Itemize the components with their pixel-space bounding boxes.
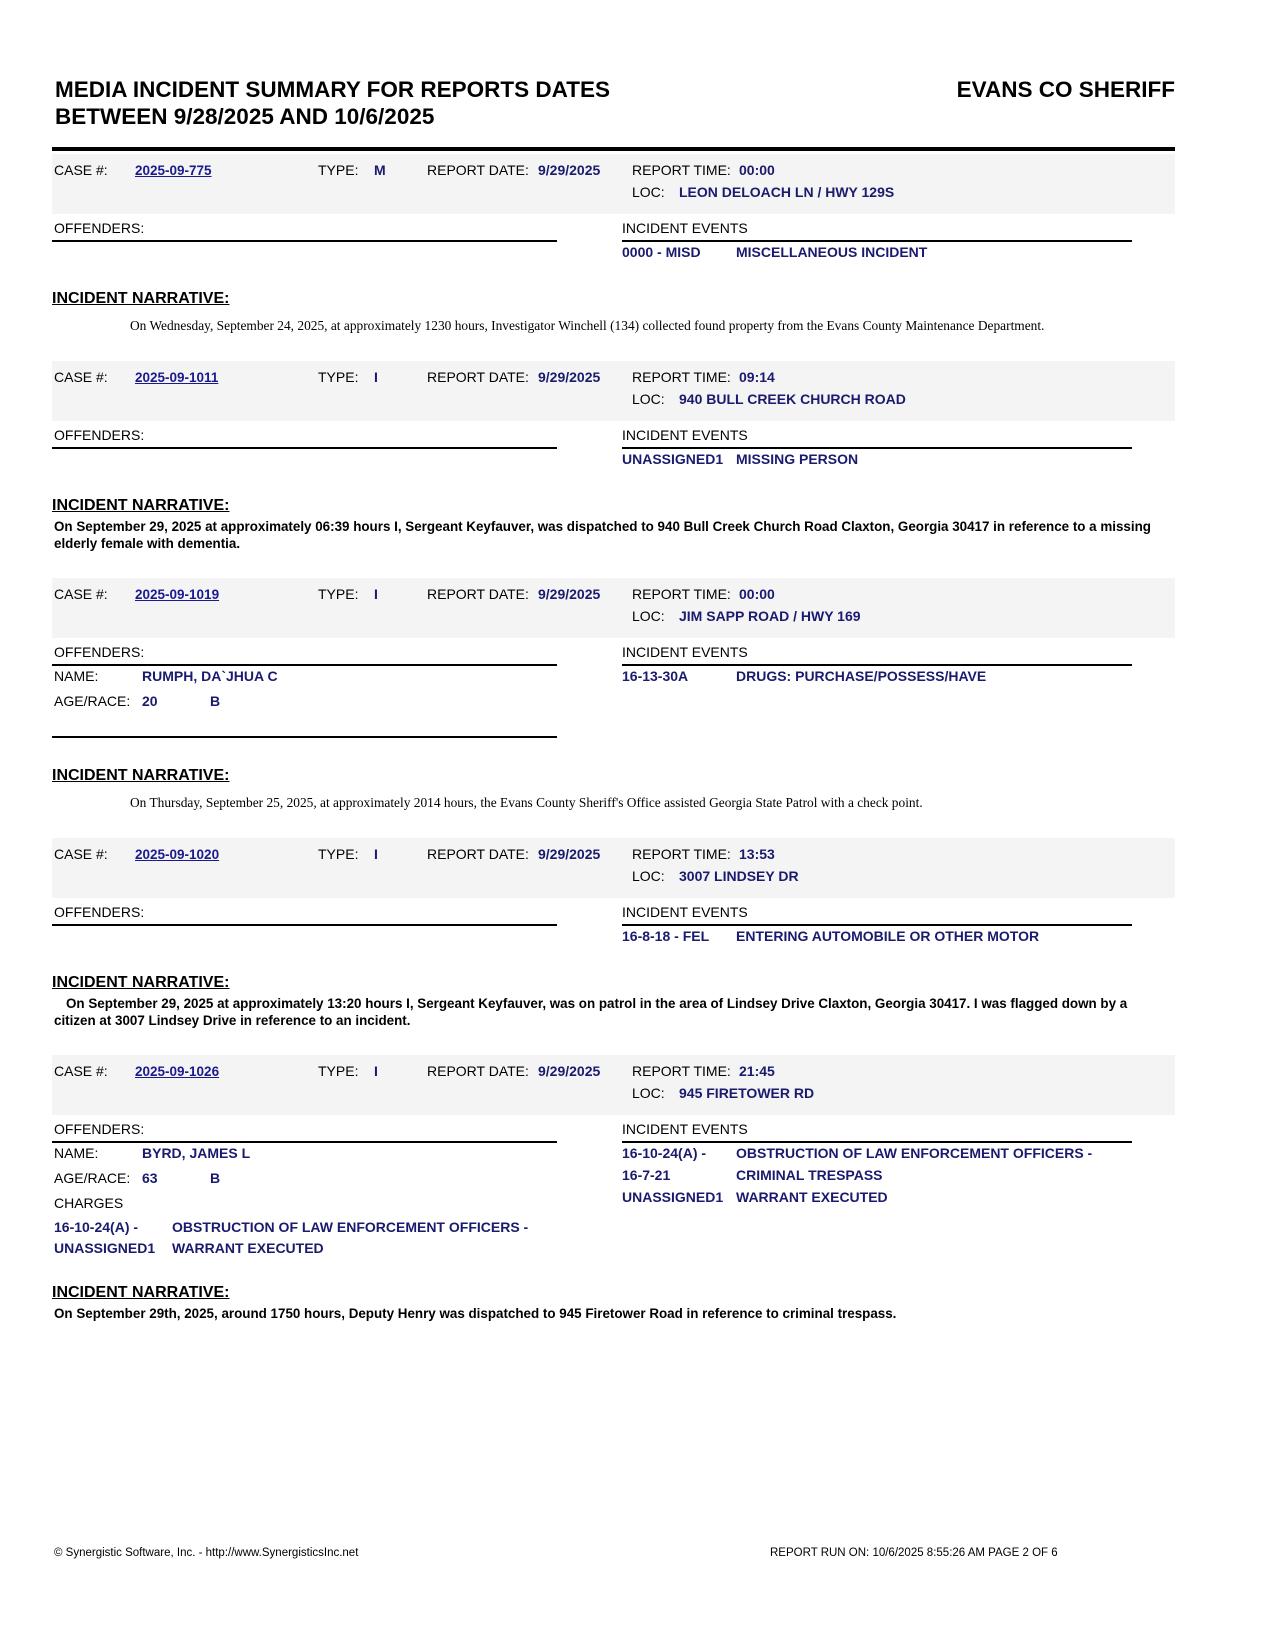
type-label: TYPE:	[318, 1063, 359, 1079]
case-number-link[interactable]: 2025-09-1011	[135, 370, 219, 385]
type-value: I	[374, 586, 378, 602]
case-number-link[interactable]: 2025-09-1020	[135, 847, 220, 862]
report-date-label: REPORT DATE:	[427, 1063, 529, 1079]
case-header-band	[52, 361, 1175, 421]
offenders-divider	[52, 240, 557, 242]
type-label: TYPE:	[318, 369, 359, 385]
case-number-link[interactable]: 2025-09-1026	[135, 1064, 220, 1079]
case-block-2	[52, 361, 1175, 571]
type-label: TYPE:	[318, 586, 359, 602]
event-desc: DRUGS: PURCHASE/POSSESS/HAVE	[736, 668, 987, 684]
incident-events-label: INCIDENT EVENTS	[622, 1121, 748, 1137]
report-date-label: REPORT DATE:	[427, 586, 529, 602]
event-desc: CRIMINAL TRESPASS	[736, 1167, 883, 1183]
case-block-1	[52, 154, 1175, 364]
event-desc: MISCELLANEOUS INCIDENT	[736, 244, 928, 260]
charges-label: CHARGES	[54, 1195, 124, 1211]
type-label: TYPE:	[318, 162, 359, 178]
events-divider	[622, 924, 1132, 926]
report-time-label: REPORT TIME:	[632, 162, 731, 178]
type-value: I	[374, 369, 378, 385]
age-race-label: AGE/RACE:	[54, 693, 131, 709]
loc-value: 940 BULL CREEK CHURCH ROAD	[679, 391, 906, 407]
offender-race-value: B	[210, 1170, 221, 1186]
report-time-label: REPORT TIME:	[632, 586, 731, 602]
offenders-label: OFFENDERS:	[54, 1121, 145, 1137]
offender-name-label: NAME:	[54, 668, 99, 684]
report-date-value: 9/29/2025	[538, 846, 601, 862]
case-block-3	[52, 578, 1175, 818]
loc-label: LOC:	[632, 868, 665, 884]
event-desc: OBSTRUCTION OF LAW ENFORCEMENT OFFICERS -	[736, 1145, 1093, 1161]
report-time-label: REPORT TIME:	[632, 1063, 731, 1079]
case-number-label: CASE #:	[54, 162, 108, 178]
incident-events-label: INCIDENT EVENTS	[622, 644, 748, 660]
charge-code: UNASSIGNED1	[54, 1240, 156, 1256]
event-code: 16-8-18 - FEL	[622, 928, 710, 944]
offenders-label: OFFENDERS:	[54, 427, 145, 443]
offender-race-value: B	[210, 693, 221, 709]
case-header-band	[52, 154, 1175, 214]
loc-label: LOC:	[632, 184, 665, 200]
case-header-band	[52, 1055, 1175, 1115]
events-divider	[622, 240, 1132, 242]
event-code: UNASSIGNED1	[622, 451, 724, 467]
offender-section-end-divider	[52, 736, 557, 738]
narrative-text: On September 29, 2025 at approximately 06:39 hours I, Sergeant Keyfauver, was dispatched to 940 Bull Creek Church Road Claxton, Georgia 30417 in reference to a missing elderly female with dementia.	[54, 519, 1151, 551]
report-date-value: 9/29/2025	[538, 369, 601, 385]
event-code: 16-13-30A	[622, 668, 689, 684]
narrative-heading: INCIDENT NARRATIVE:	[52, 974, 230, 991]
narrative-heading: INCIDENT NARRATIVE:	[52, 767, 230, 784]
charge-desc: WARRANT EXECUTED	[172, 1240, 324, 1256]
report-title-line2: BETWEEN 9/28/2025 AND 10/6/2025	[55, 104, 435, 129]
case-number-label: CASE #:	[54, 586, 108, 602]
offenders-divider	[52, 1141, 557, 1143]
incident-events-label: INCIDENT EVENTS	[622, 220, 748, 236]
offenders-label: OFFENDERS:	[54, 904, 145, 920]
event-code: UNASSIGNED1	[622, 1189, 724, 1205]
type-value: I	[374, 846, 378, 862]
report-time-label: REPORT TIME:	[632, 369, 731, 385]
loc-label: LOC:	[632, 608, 665, 624]
offenders-label: OFFENDERS:	[54, 644, 145, 660]
footer-copyright: © Synergistic Software, Inc. - http://www.SynergisticsInc.net	[54, 1547, 359, 1559]
type-value: I	[374, 1063, 378, 1079]
narrative-text: On Thursday, September 25, 2025, at approximately 2014 hours, the Evans County Sheriff's Office assisted Georgia State Patrol with a check point.	[130, 795, 923, 810]
loc-value: JIM SAPP ROAD / HWY 169	[679, 608, 861, 624]
case-header-band	[52, 578, 1175, 638]
case-number-label: CASE #:	[54, 369, 108, 385]
case-block-5	[52, 1055, 1175, 1335]
event-desc: ENTERING AUTOMOBILE OR OTHER MOTOR	[736, 928, 1040, 944]
report-time-value: 00:00	[739, 586, 775, 602]
charge-desc: OBSTRUCTION OF LAW ENFORCEMENT OFFICERS -	[172, 1219, 529, 1235]
report-title-line1: MEDIA INCIDENT SUMMARY FOR REPORTS DATES	[55, 77, 611, 102]
narrative-heading: INCIDENT NARRATIVE:	[52, 290, 230, 307]
loc-value: LEON DELOACH LN / HWY 129S	[679, 184, 895, 200]
report-time-value: 21:45	[739, 1063, 775, 1079]
offender-age-value: 20	[142, 693, 158, 709]
report-time-value: 00:00	[739, 162, 775, 178]
narrative-text: On September 29, 2025 at approximately 13:20 hours I, Sergeant Keyfauver, was on patrol in the area of Lindsey Drive Claxton, Georgia 30417. I was flagged down by a citizen at 3007 Lindsey Drive in reference to an incident.	[54, 996, 1128, 1028]
case-header-band	[52, 838, 1175, 898]
type-value: M	[374, 162, 386, 178]
case-number-label: CASE #:	[54, 846, 108, 862]
offender-age-value: 63	[142, 1170, 158, 1186]
agency-name: EVANS CO SHERIFF	[956, 77, 1175, 102]
events-divider	[622, 664, 1132, 666]
report-date-value: 9/29/2025	[538, 1063, 601, 1079]
offenders-divider	[52, 447, 557, 449]
event-code: 0000 - MISD	[622, 244, 701, 260]
offenders-divider	[52, 664, 557, 666]
report-time-value: 09:14	[739, 369, 775, 385]
narrative-text: On September 29th, 2025, around 1750 hours, Deputy Henry was dispatched to 945 Firetower Road in reference to criminal trespass.	[54, 1306, 897, 1321]
offender-name-label: NAME:	[54, 1145, 99, 1161]
report-date-label: REPORT DATE:	[427, 846, 529, 862]
event-code: 16-7-21	[622, 1167, 671, 1183]
offenders-label: OFFENDERS:	[54, 220, 145, 236]
report-date-label: REPORT DATE:	[427, 369, 529, 385]
report-date-value: 9/29/2025	[538, 586, 601, 602]
report-date-value: 9/29/2025	[538, 162, 601, 178]
loc-value: 3007 LINDSEY DR	[679, 868, 799, 884]
offender-name-value: BYRD, JAMES L	[142, 1145, 251, 1161]
report-time-label: REPORT TIME:	[632, 846, 731, 862]
narrative-heading: INCIDENT NARRATIVE:	[52, 497, 230, 514]
loc-label: LOC:	[632, 1085, 665, 1101]
offenders-divider	[52, 924, 557, 926]
narrative-heading: INCIDENT NARRATIVE:	[52, 1284, 230, 1301]
header-divider	[52, 147, 1175, 151]
type-label: TYPE:	[318, 846, 359, 862]
events-divider	[622, 1141, 1132, 1143]
case-number-link[interactable]: 2025-09-1019	[135, 587, 220, 602]
loc-label: LOC:	[632, 391, 665, 407]
case-number-label: CASE #:	[54, 1063, 108, 1079]
report-time-value: 13:53	[739, 846, 775, 862]
incident-events-label: INCIDENT EVENTS	[622, 904, 748, 920]
loc-value: 945 FIRETOWER RD	[679, 1085, 815, 1101]
case-block-4	[52, 838, 1175, 1048]
report-date-label: REPORT DATE:	[427, 162, 529, 178]
event-code: 16-10-24(A) -	[622, 1145, 707, 1161]
incident-events-label: INCIDENT EVENTS	[622, 427, 748, 443]
events-divider	[622, 447, 1132, 449]
event-desc: MISSING PERSON	[736, 451, 859, 467]
footer-run-info: REPORT RUN ON: 10/6/2025 8:55:26 AM PAGE 2 OF 6	[770, 1547, 1058, 1559]
offender-name-value: RUMPH, DA`JHUA C	[142, 668, 278, 684]
charge-code: 16-10-24(A) -	[54, 1219, 139, 1235]
age-race-label: AGE/RACE:	[54, 1170, 131, 1186]
case-number-link[interactable]: 2025-09-775	[135, 163, 212, 178]
narrative-text: On Wednesday, September 24, 2025, at approximately 1230 hours, Investigator Winchell (134) collected found property from the Evans County Maintenance Department.	[130, 318, 1045, 333]
report-title	[55, 76, 610, 130]
event-desc: WARRANT EXECUTED	[736, 1189, 888, 1205]
